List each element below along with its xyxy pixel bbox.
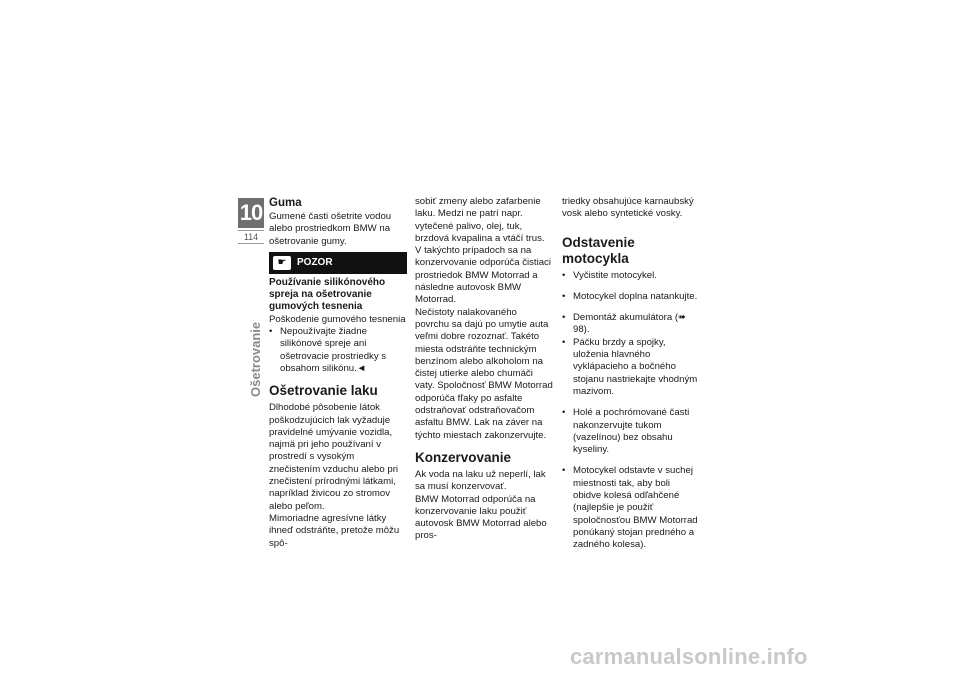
page-number: 114: [238, 230, 264, 244]
list-item: • Vyčistite motocykel.: [562, 270, 700, 282]
watermark: carmanualsonline.info: [570, 644, 808, 669]
paragraph-konz-2: BMW Motorrad odporúča na konzervovanie laku použiť autovosk BMW Motorrad alebo pros-: [415, 493, 547, 542]
paragraph-konz-1: Ak voda na laku už neperlí, lak sa musí konzervovať.: [415, 468, 546, 493]
list-item: • Motocykel doplna natankujte.: [562, 291, 700, 303]
paragraph-lak-1: Dlhodobé pôsobenie látok poškodzujúcich lak vyžaduje pravidelné umývanie vozidla, najmä pri jeho používaní v prostredí s vysokým znečistením vzduchu alebo pri znečistení prírodnými látkami, napríklad živicou zo stromov alebo peľom.: [269, 402, 399, 512]
paragraph-lak-cont-2: Nečistoty nalakovaného povrchu sa dajú po umytie auta veľmi dobre rozoznať. Takéto miesta odstráňte technickým benzínom alebo alkoholom na čistej utierke alebo chumáči vaty. Spoločnosť BMW Motorrad odporúča fľaky po asfalte odstraňovať odstraňovačom asfaltu BMW. Lak na záver na týchto miestach zakonzervujte.: [415, 306, 553, 441]
warning-hand-icon: ☛: [273, 256, 291, 270]
warning-list: [269, 326, 407, 375]
column-1: [269, 196, 407, 550]
list-item: • Motocykel odstavte v suchej miestnosti tak, aby boli obidve kolesá odľahčené (najlepšie je použiť spoločnosťou BMW Motorrad ponúkaný stojan predného a zadného kolesa).: [562, 465, 700, 551]
paragraph-guma: Gumené časti ošetrite vodou alebo prostriedkom BMW na ošetrovanie gumy.: [269, 211, 392, 247]
warning-text: Poškodenie gumového tesnenia: [269, 313, 406, 325]
warning-banner: [269, 252, 407, 274]
list-item: • Páčku brzdy a spojky, uloženia hlavného vyklápacieho a bočného stojanu nastriekajte vhodným mazivom.: [562, 337, 700, 398]
paragraph-konz-cont: triedky obsahujúce karnaubský vosk alebo syntetické vosky.: [562, 196, 694, 220]
section-title-odstavenie: Odstavenie motocykla: [562, 234, 635, 266]
chapter-side-title: Ošetrovanie: [248, 321, 263, 397]
warning-heading: Používanie silikónového spreja na ošetrovanie gumových tesnenia: [269, 276, 386, 313]
paragraph-lak-2: Mimoriadne agresívne látky ihneď odstráňte, pretože môžu spô-: [269, 512, 400, 549]
section-title-guma: Guma: [269, 197, 302, 209]
column-3: [562, 196, 700, 552]
odstavenie-list: [562, 270, 700, 552]
section-title-konzervovanie: Konzervovanie: [415, 449, 512, 465]
paragraph-lak-cont-1: sobiť zmeny alebo zafarbenie laku. Medzi ne patrí napr. vytečené palivo, olej, tuk, brzdová kvapalina a vtáčí trus. V takýchto prípadoch sa na konzervovanie odporúča čistiaci prostriedok BMW Motorrad a následne autovosk BMW Motorrad.: [415, 196, 551, 306]
chapter-number: 10: [238, 198, 264, 228]
chapter-tab: [238, 198, 264, 244]
section-title-lak: Ošetrovanie laku: [269, 383, 378, 399]
list-item: • Demontáž akumulátora (➠ 98).: [562, 312, 700, 337]
warning-label: POZOR: [297, 256, 333, 268]
column-2: [415, 196, 553, 543]
list-item: • Holé a pochrómované časti nakonzervujte tukom (vazelínou) bez obsahu kyseliny.: [562, 407, 700, 456]
list-item: • Nepoužívajte žiadne silikónové spreje ani ošetrovacie prostriedky s obsahom silikónu.◄: [269, 326, 407, 375]
